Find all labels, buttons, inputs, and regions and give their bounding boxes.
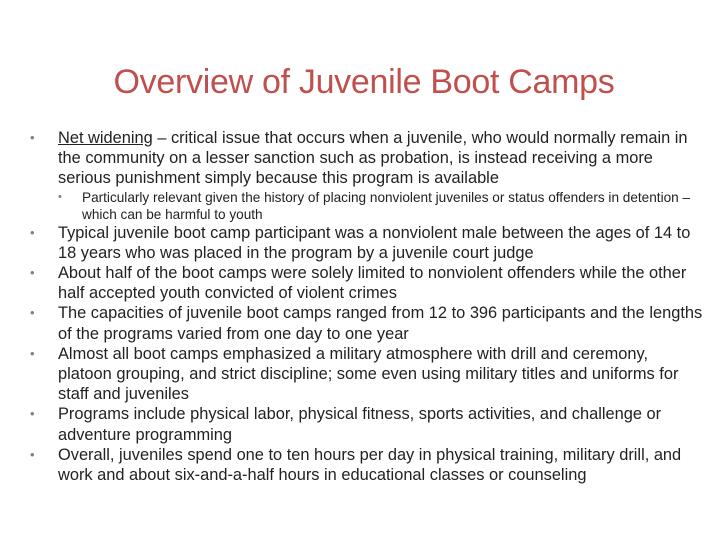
bullet-item: • Typical juvenile boot camp participant was a nonviolent male between the ages of 14 to 18 years who was placed in the program by a juvenile court judge (28, 223, 704, 263)
sub-bullet-list (58, 189, 704, 223)
bullet-item: • The capacities of juvenile boot camps ranged from 12 to 396 participants and the lengths of the programs varied from one day to one year (28, 303, 704, 343)
bullet-item: • About half of the boot camps were solely limited to nonviolent offenders while the other half accepted youth convicted of violent crimes (28, 263, 704, 303)
net-widening-text: – critical issue that occurs when a juvenile, who would normally remain in the community on a lesser sanction such as probation, is instead receiving a more serious punishment simply because this program is available (58, 129, 688, 188)
sub-bullet-item: • Particularly relevant given the history of placing nonviolent juveniles or status offenders in detention – which can be harmful to youth (58, 189, 704, 223)
bullet-list (28, 128, 704, 485)
bullet-item: • Overall, juveniles spend one to ten hours per day in physical training, military drill, and work and about six-and-a-half hours in educational classes or counseling (28, 445, 704, 485)
bullet-net-widening (28, 128, 704, 223)
bullet-item: • Almost all boot camps emphasized a military atmosphere with drill and ceremony, platoon grouping, and strict discipline; some even using military titles and uniforms for staff and juveniles (28, 344, 704, 405)
net-widening-term: Net widening (58, 129, 153, 147)
bullet-item: • Programs include physical labor, physical fitness, sports activities, and challenge or adventure programming (28, 404, 704, 444)
slide-title: Overview of Juvenile Boot Camps (113, 63, 615, 101)
